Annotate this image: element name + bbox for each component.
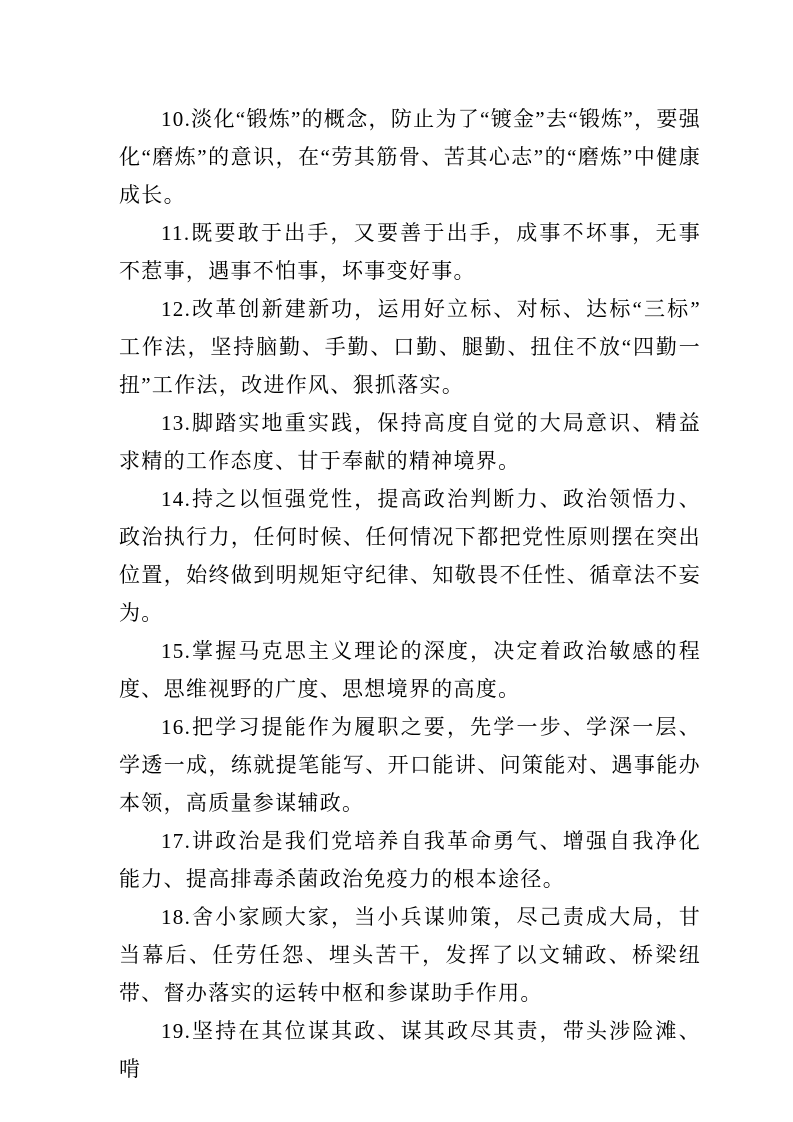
paragraph-item-18: 18.舍小家顾大家，当小兵谋帅策，尽己责成大局，甘当幕后、任劳任怨、埋头苦干，发挥了以文辅政、桥梁纽带、督办落实的运转中枢和参谋助手作用。 (119, 905, 701, 1005)
paragraph-item-16: 16.把学习提能作为履职之要，先学一步、学深一层、学透一成，练就提笔能写、开口能讲、问策能对、遇事能办本领，高质量参谋辅政。 (119, 715, 701, 815)
paragraph-item-12: 12.改革创新建新功，运用好立标、对标、达标“三标”工作法，坚持脑勤、手勤、口勤、腿勤、扭住不放“四勤一扭”工作法，改进作风、狠抓落实。 (119, 297, 701, 397)
paragraph-item-10: 10.淡化“锻炼”的概念，防止为了“镀金”去“锻炼”，要强化“磨炼”的意识，在“劳其筋骨、苦其心志”的“磨炼”中健康成长。 (119, 107, 701, 207)
paragraph-item-11: 11.既要敢于出手，又要善于出手，成事不坏事，无事不惹事，遇事不怕事，坏事变好事。 (119, 221, 701, 283)
paragraph-item-19: 19.坚持在其位谋其政、谋其政尽其责，带头涉险滩、啃 (119, 1019, 701, 1081)
paragraph-item-17: 17.讲政治是我们党培养自我革命勇气、增强自我净化能力、提高排毒杀菌政治免疫力的根本途径。 (119, 829, 701, 891)
paragraph-item-15: 15.掌握马克思主义理论的深度，决定着政治敏感的程度、思维视野的广度、思想境界的高度。 (119, 639, 701, 701)
paragraph-item-13: 13.脚踏实地重实践，保持高度自觉的大局意识、精益求精的工作态度、甘于奉献的精神境界。 (119, 411, 701, 473)
paragraph-item-14: 14.持之以恒强党性，提高政治判断力、政治领悟力、政治执行力，任何时候、任何情况下都把党性原则摆在突出位置，始终做到明规矩守纪律、知敬畏不任性、循章法不妄为。 (119, 487, 701, 625)
